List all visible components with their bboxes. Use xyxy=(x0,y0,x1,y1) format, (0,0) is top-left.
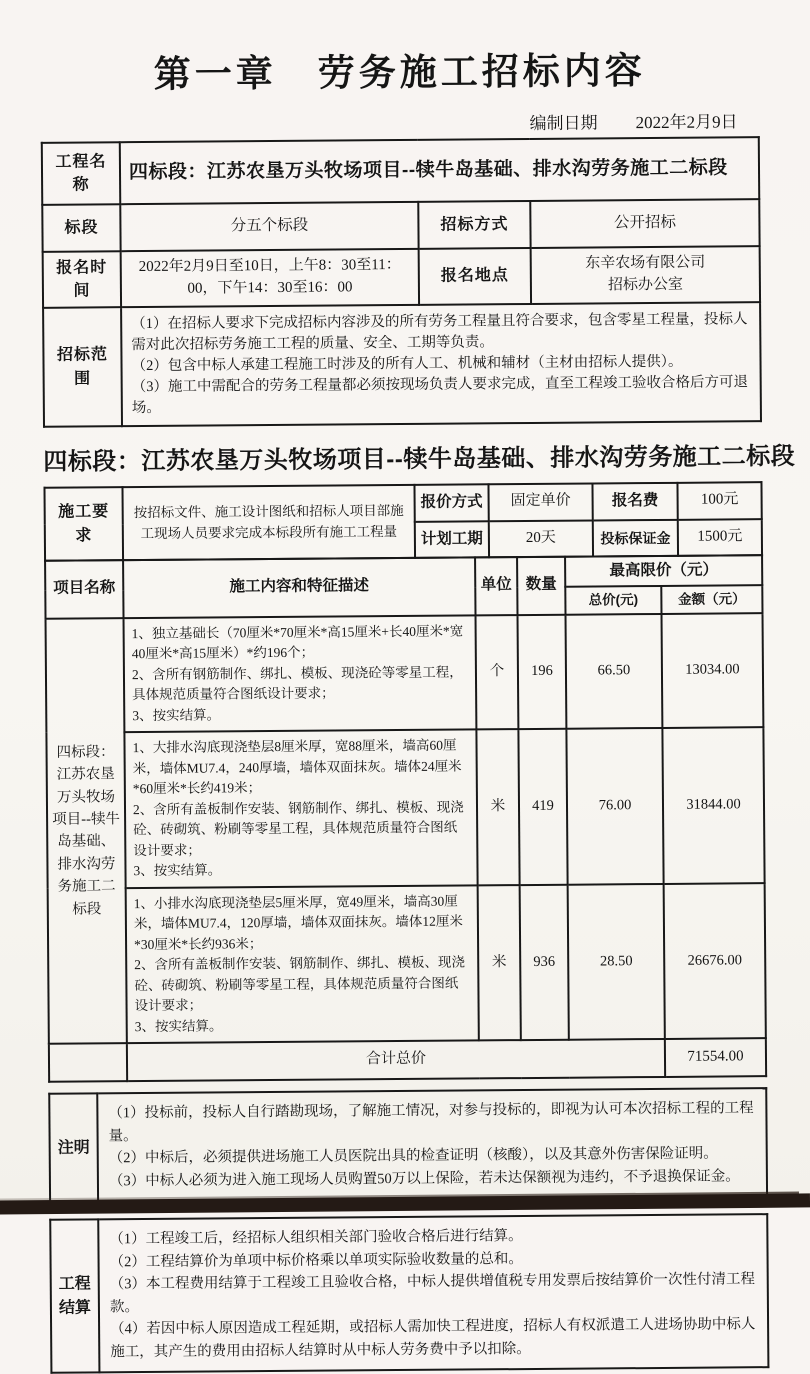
item-unit: 米 xyxy=(478,885,521,1041)
header-unit: 单位 xyxy=(475,557,517,615)
document-sheet xyxy=(40,39,796,1374)
compile-date-line xyxy=(41,107,760,138)
bid-bond-value: 1500元 xyxy=(678,519,762,556)
project-name-value: 四标段：江苏农垦万头牧场项目--犊牛岛基础、排水沟劳务施工二标段 xyxy=(120,137,759,204)
item-unit-price: 76.00 xyxy=(566,728,663,884)
header-description: 施工内容和特征描述 xyxy=(123,557,475,618)
table-row xyxy=(43,302,761,427)
table-row xyxy=(46,613,764,733)
project-name-label: 工程名称 xyxy=(42,142,120,205)
date-value: 2022年2月9日 xyxy=(635,112,738,133)
item-unit-price: 66.50 xyxy=(565,614,662,729)
table-row xyxy=(50,1214,768,1372)
settlement-item: （3）本工程费用结算于工程竣工且验收合格，中标人提供增值税专用发票后按结算价一次性付清工程款。 xyxy=(109,1271,756,1315)
item-amount: 26676.00 xyxy=(664,883,766,1039)
method-label: 招标方式 xyxy=(418,201,530,249)
signup-place-value: 东辛农场有限公司 招标办公室 xyxy=(531,246,760,304)
project-info-table xyxy=(41,136,762,428)
item-amount: 13034.00 xyxy=(661,613,763,728)
bid-requirement-table xyxy=(43,481,763,562)
settlement-table xyxy=(49,1213,769,1373)
item-quantity: 196 xyxy=(518,614,567,729)
table-row xyxy=(42,199,759,252)
notes-content xyxy=(97,1088,767,1201)
item-description: 1、小排水沟底现浇垫层5厘米厚，宽49厘米，墙高30厘米，墙体MU7.4，120厚墙，墙体双面抹灰。墙体12厘米*30厘米*长约936米； 2、含所有盖板制作安装、钢筋制作、绑扎、模板、现浇砼、砖砌筑、粉刷等零星工程，具体规范质量符合图纸设计要求； 3、按实结算。 xyxy=(126,885,479,1043)
header-total-price: 总价(元) xyxy=(565,586,661,614)
header-project: 项目名称 xyxy=(45,560,123,619)
table-row xyxy=(43,246,760,308)
settlement-label: 工程结算 xyxy=(50,1220,99,1373)
section-value: 分五个标段 xyxy=(120,202,418,251)
item-unit: 米 xyxy=(476,729,519,885)
table-row xyxy=(44,482,761,524)
table-row xyxy=(49,1088,767,1202)
method-value: 公开招标 xyxy=(530,199,759,248)
requirement-label: 施工要求 xyxy=(44,487,123,561)
plan-period-value: 20天 xyxy=(489,520,593,557)
scope-item: （3）施工中需配合的劳务工程量都必须按现场负责人要求完成，直至工程竣工验收合格后方可退场。 xyxy=(131,374,748,417)
settlement-item: （4）若因中标人原因造成工程延期，或招标人需加快工程进度，招标人有权派遣工人进场协助中标人施工，其产生的费用由招标人结算时从中标人劳务费中予以扣除。 xyxy=(110,1316,756,1360)
note-item: （2）中标后，必须提供进场施工人员医院出具的检查证明（核酸），以及其意外伤害保险证明。 xyxy=(108,1145,718,1167)
signup-place-label: 报名地点 xyxy=(419,248,531,305)
total-row-spacer xyxy=(49,1044,127,1083)
requirement-text: 按招标文件、施工设计图纸和招标人项目部施工现场人员要求完成本标段所有施工工程量 xyxy=(122,485,415,560)
lot-section-title: 四标段：江苏农垦万头牧场项目--犊牛岛基础、排水沟劳务施工二标段 xyxy=(43,442,796,476)
scope-item: （1）在招标人要求下完成招标内容涉及的所有劳务工程量且符合要求，包含零星工程量，投标人需对此次招标劳务施工工程的质量、安全、工期等负责。 xyxy=(131,311,748,354)
item-quantity: 419 xyxy=(518,729,567,885)
bid-items-table xyxy=(44,554,767,1083)
header-amount: 金额（元） xyxy=(661,585,762,613)
notes-table xyxy=(48,1087,768,1203)
header-quantity: 数量 xyxy=(517,556,565,614)
scope-label: 招标范围 xyxy=(43,307,122,427)
item-quantity: 936 xyxy=(520,884,569,1040)
quote-method-label: 报价方式 xyxy=(414,484,488,521)
item-description: 1、大排水沟底现浇垫层8厘米厚，宽88厘米，墙高60厘米，墙体MU7.4，240厚墙，墙体双面抹灰。墙体24厘米*60厘米*长约419米； 2、含所有盖板制作安装、钢筋制作、绑扎、模板、现浇砼、砖砌筑、粉刷等零星工程，具体规范质量符合图纸设计要求； 3、按实结算。 xyxy=(124,730,477,888)
note-item: （3）中标人必须为进入施工现场人员购置50万以上保险，若未达保额视为违约，不予退换保证金。 xyxy=(108,1168,740,1190)
table-row xyxy=(48,883,766,1044)
settlement-item: （2）工程结算价为单项中标价格乘以单项实际验收数量的总和。 xyxy=(109,1250,523,1271)
quote-method-value: 固定单价 xyxy=(488,484,592,521)
scope-item: （2）包含中标人承建工程施工时涉及的所有人工、机械和辅材（主材由招标人提供）。 xyxy=(131,353,683,375)
item-amount: 31844.00 xyxy=(662,727,764,883)
item-project-name: 四标段：江苏农垦万头牧场项目--犊牛岛基础、排水沟劳务施工二标段 xyxy=(46,618,127,1044)
plan-period-label: 计划工期 xyxy=(415,521,489,558)
signup-time-label: 报名时间 xyxy=(43,251,121,308)
table-row xyxy=(49,1038,766,1082)
settlement-content xyxy=(98,1214,768,1372)
total-label: 合计总价 xyxy=(127,1039,665,1081)
date-label: 编制日期 xyxy=(529,113,598,133)
scope-content xyxy=(121,302,761,426)
signup-time-value: 2022年2月9日至10日，上午8：30至11：00，下午14：30至16：00 xyxy=(121,249,419,307)
bid-bond-label: 投标保证金 xyxy=(593,519,678,556)
note-item: （1）投标前，投标人自行踏勘现场，了解施工情况，对参与投标的，即视为认可本次招标工程的工程量。 xyxy=(108,1100,754,1145)
signup-fee-label: 报名费 xyxy=(592,483,677,520)
item-description: 1、独立基础长（70厘米*70厘米*高15厘米+长40厘米*宽40厘米*高15厘米）*约196个； 2、含所有钢筋制作、绑扎、模板、现浇砼等零星工程，具体规范质量符合图纸设计要求； 3、按实结算。 xyxy=(124,615,477,732)
item-unit-price: 28.50 xyxy=(568,884,665,1040)
header-max-price: 最高限价（元） xyxy=(565,555,762,587)
chapter-title: 第一章 劳务施工招标内容 xyxy=(153,50,646,95)
table-row xyxy=(42,137,759,205)
total-value: 71554.00 xyxy=(665,1038,766,1077)
settlement-item: （1）工程竣工后，经招标人组织相关部门验收合格后进行结算。 xyxy=(109,1228,523,1248)
section-label: 标段 xyxy=(42,204,120,252)
signup-fee-value: 100元 xyxy=(677,482,761,519)
table-row xyxy=(46,727,764,888)
item-unit: 个 xyxy=(476,615,519,730)
notes-label: 注明 xyxy=(49,1094,98,1202)
